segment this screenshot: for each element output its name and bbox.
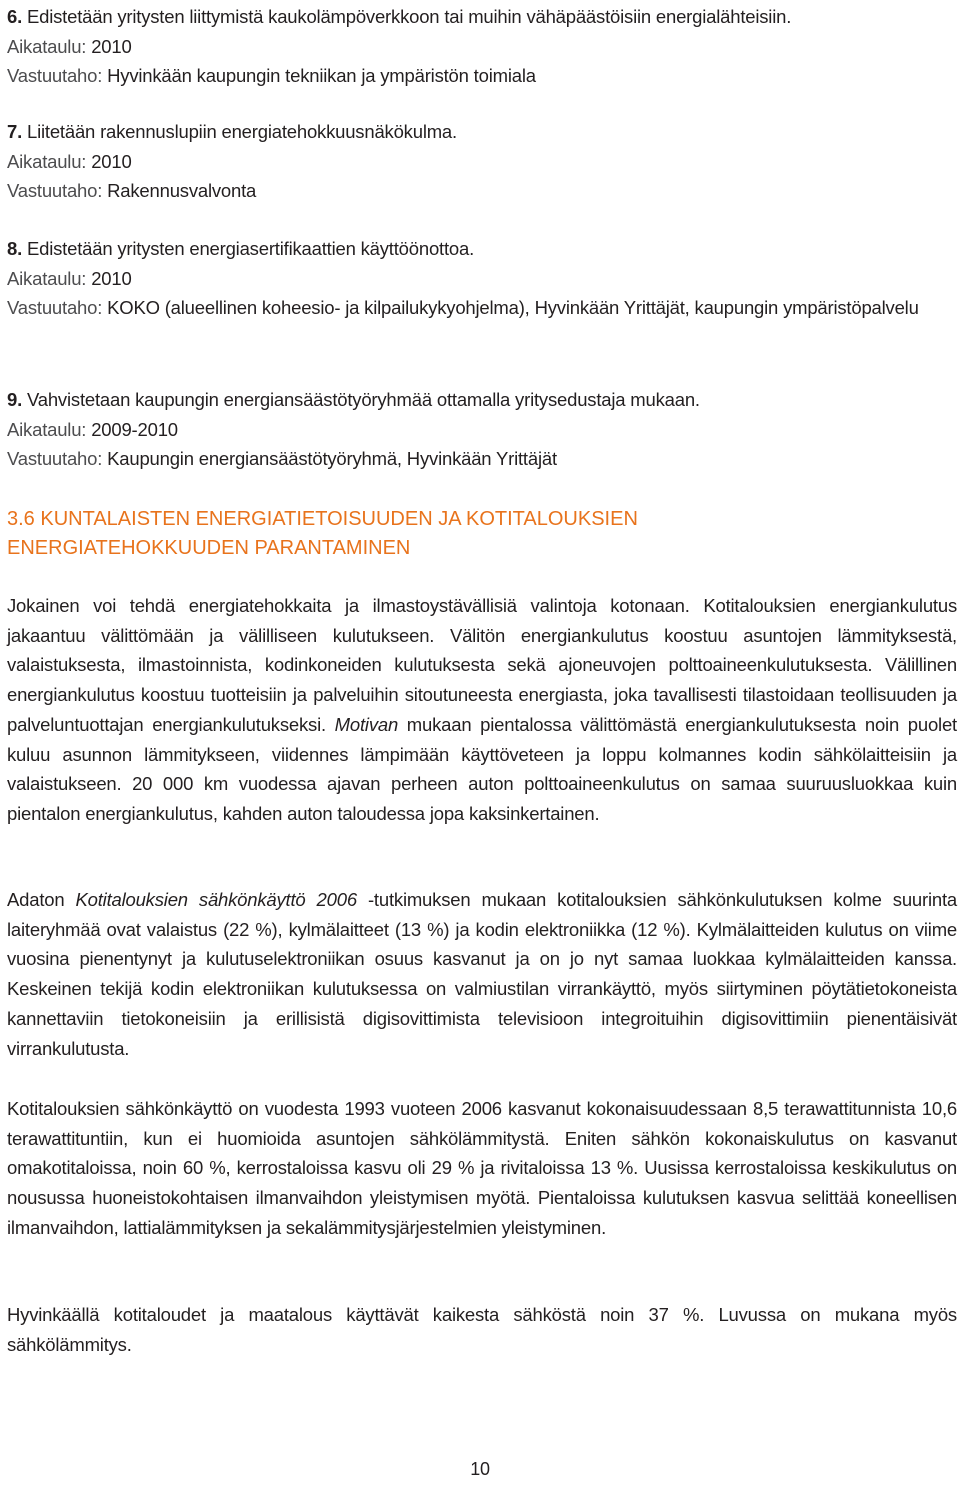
item-number: 9. (7, 389, 23, 410)
item-schedule (7, 264, 957, 294)
action-item-8 (7, 234, 957, 323)
body-paragraph-3: Kotitalouksien sähkönkäyttö on vuodesta 1993 vuoteen 2006 kasvanut kokonaisuudessaan 8,5 terawattitunnista 10,6 terawattituntiin, kun ei huomioida asuntojen sähkölämmitystä. Eniten sähkön kokonaiskulutus on kasvanut omakotitaloissa, noin 60 %, kerrostaloissa kasvu oli 29 % ja rivitaloissa 13 %. Uusissa kerrostaloissa keskikulutus on nousussa huoneistokohtaisen ilmanvaihdon yleistymisen myötä. Pientaloissa kulutuksen kasvua selittää koneellisen ilmanvaihdon, lattialämmityksen ja sekalämmitysjärjestelmien yleistyminen. (7, 1098, 957, 1238)
item-number: 6. (7, 6, 23, 27)
schedule-label: Aikataulu: (7, 35, 87, 57)
para1-text-a: Jokainen voi tehdä energiatehokkaita ja ilmastoystävällisiä valintoja kotonaan. Kotitalouksien energiankulutus jakaantuu välittömään ja välilliseen kulutukseen. Välitön energiankulutus koostuu asuntojen lämmityksestä, valaistuksesta, ilmastoinnista, kodinkoneiden kulutuksesta sekä ajoneuvojen polttoaineenkulutuksesta. Välillinen energiankulutus koostuu tuotteisiin ja palveluihin sitoutuneesta energiasta, joka tavallisesti tilastoidaan teollisuuden ja palveluntuottajan energiankulutukseksi. (7, 595, 957, 735)
item-title-text: Edistetään yritysten energiasertifikaattien käyttöönottoa. (26, 238, 475, 259)
item-title (7, 234, 957, 264)
item-schedule (7, 415, 957, 445)
responsible-label: Vastuutaho: (7, 65, 103, 86)
item-responsible (7, 293, 957, 323)
page-number: 10 (470, 1459, 490, 1479)
para1-text-b: mukaan pientalossa välittömästä energiankulutuksesta noin puolet kuluu asunnon lämmitykseen, viidennes lämpimään käyttöveteen ja loppu kolmannes kodin sähkölaitteisiin ja valaistukseen. 20 000 km vuodessa ajavan perheen auton polttoaineenkulutus on samaa suuruusluokkaa kuin pientalon energiankulutus, kahden auton taloudessa jopa kaksinkertainen. (7, 713, 957, 824)
schedule-label: Aikataulu: (7, 418, 87, 440)
item-responsible (7, 61, 957, 91)
item-title (7, 117, 957, 147)
responsible-label: Vastuutaho: (7, 180, 103, 201)
item-schedule (7, 32, 957, 62)
responsible-value: Hyvinkään kaupungin tekniikan ja ympäristön toimiala (107, 65, 536, 86)
item-schedule (7, 147, 957, 177)
para2-text-a: Adaton (7, 889, 76, 910)
section-title-line1: KUNTALAISTEN ENERGIATIETOISUUDEN JA KOTITALOUKSIEN (40, 508, 638, 530)
para1-italic: Motivan (334, 713, 399, 735)
section-title-line2: ENERGIATEHOKKUUDEN PARANTAMINEN (7, 537, 411, 559)
schedule-value: 2010 (91, 267, 132, 289)
item-title-text: Liitetään rakennuslupiin energiatehokkuusnäkökulma. (26, 121, 457, 142)
item-title-text: Edistetään yritysten liittymistä kaukolämpöverkkoon tai muihin vähäpäästöisiin energialähteisiin. (26, 6, 792, 27)
section-number: 3.6 (7, 508, 35, 530)
item-number: 7. (7, 121, 23, 142)
action-item-7 (7, 117, 957, 206)
item-responsible (7, 444, 957, 474)
responsible-value: KOKO (alueellinen koheesio- ja kilpailukykyohjelma), Hyvinkään Yrittäjät, kaupungin ympäristöpalvelu (107, 297, 919, 318)
action-item-6 (7, 2, 957, 91)
item-number: 8. (7, 238, 23, 259)
body-paragraph-4: Hyvinkäällä kotitaloudet ja maatalous käyttävät kaikesta sähköstä noin 37 %. Luvussa on mukana myös sähkölämmitys. (7, 1304, 957, 1355)
schedule-label: Aikataulu: (7, 267, 87, 289)
responsible-label: Vastuutaho: (7, 297, 103, 318)
item-title (7, 2, 957, 32)
responsible-value: Kaupungin energiansäästötyöryhmä, Hyvinkään Yrittäjät (107, 448, 557, 469)
item-title (7, 385, 957, 415)
para2-text-b: -tutkimuksen mukaan kotitalouksien sähkönkulutuksen kolme suurinta laiteryhmää ovat valaistus (22 %), kylmälaitteet (13 %) ja kodin elektroniikka (12 %). Kylmälaitteiden kulutus on viime vuosina pienentynyt ja kulutuselektroniikan osuus kasvanut ja on jo nyt samaa luokkaa kylmälaitteiden kanssa. Keskeinen tekijä kodin elektroniikan kulutuksessa on valmiustilan virrankäyttö, myös siirtyminen pöytätietokoneista kannettaviin tietokoneisiin ja erillisistä digisovittimista televisioon integroituihin digisovittimiin pienentäisivät virrankulutusta. (7, 889, 958, 1059)
para2-italic: Kotitalouksien sähkönkäyttö 2006 (75, 889, 357, 910)
item-responsible (7, 176, 957, 206)
schedule-label: Aikataulu: (7, 150, 87, 172)
body-paragraph-1 (7, 591, 957, 829)
section-heading (7, 505, 957, 563)
schedule-value: 2010 (91, 35, 132, 57)
item-title-text: Vahvistetaan kaupungin energiansäästötyöryhmää ottamalla yritysedustaja mukaan. (26, 389, 700, 410)
action-item-9 (7, 385, 957, 474)
schedule-value: 2010 (91, 150, 132, 172)
responsible-label: Vastuutaho: (7, 448, 103, 469)
schedule-value: 2009-2010 (91, 418, 178, 440)
responsible-value: Rakennusvalvonta (107, 180, 257, 201)
body-paragraph-2 (7, 885, 957, 1063)
